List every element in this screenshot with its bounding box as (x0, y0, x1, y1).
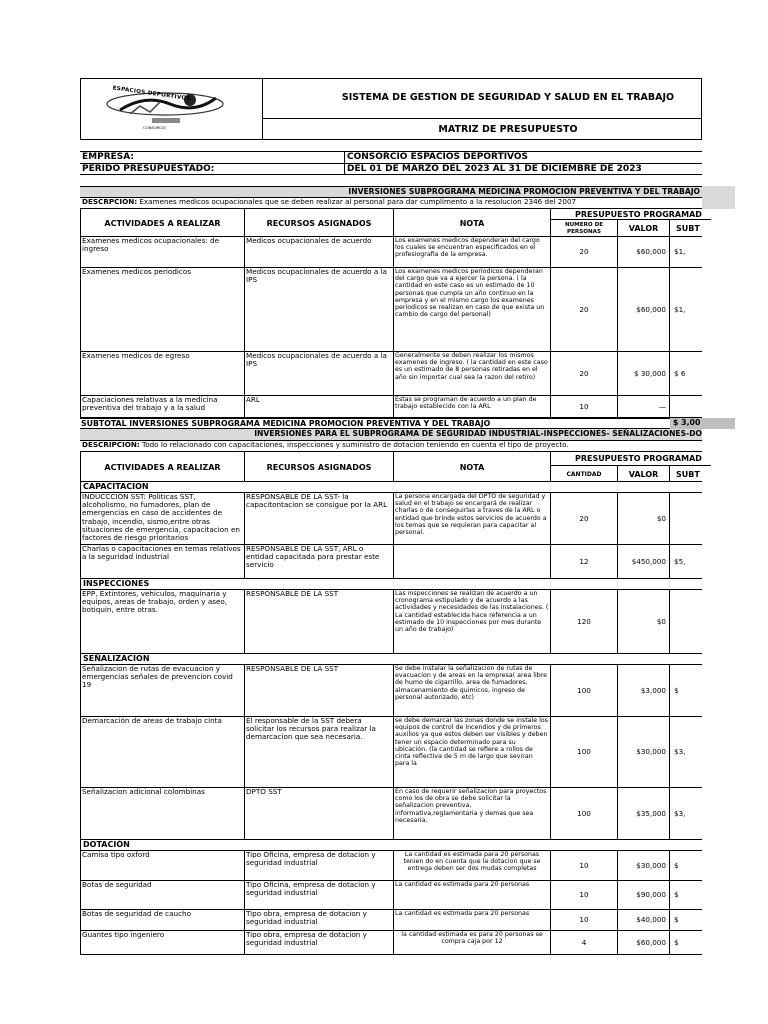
resource-cell: Medicos ocupacionales de acuerdo a la IPS (245, 268, 394, 352)
value-cell: $60,000 (618, 237, 670, 268)
activity-cell: Charlas o capacitaciones en temas relativos a la seguridad industrial (81, 545, 245, 579)
value-cell: $35,000 (618, 788, 670, 840)
subtotal-cell: $ (674, 685, 679, 695)
s1-header-actividades: ACTIVIDADES A REALIZAR (81, 209, 245, 237)
value-cell: $40,000 (618, 910, 670, 931)
quantity-cell: 100 (551, 665, 618, 717)
note-cell (394, 545, 551, 579)
value-cell: $30,000 (618, 851, 670, 881)
activity-cell: Botas de seguridad de caucho (81, 910, 245, 931)
quantity-cell: 10 (551, 910, 618, 931)
section2-desc-label: DESCRIPCION: (82, 440, 140, 449)
activity-cell: EPP, Extintores, vehiculos, maquinaria y equipos, areas de trabajo, orden y aseo, botiquin, entre otras. (81, 590, 245, 654)
group-label: CAPACITACION (80, 482, 702, 493)
s1-header-nota: NOTA (394, 209, 551, 237)
activity-cell: Camisa tipo oxford (81, 851, 245, 881)
quantity-cell: 100 (551, 788, 618, 840)
s2-header-nota: NOTA (394, 452, 551, 482)
quantity-cell: 20 (551, 493, 618, 545)
resource-cell: Medicos ocupacionales de acuerdo (245, 237, 394, 268)
logo-text: ESPACIOS DEPORTIVOS (112, 85, 191, 103)
subtotal-cell (670, 493, 702, 545)
section1-subtotal-value: $ 3,00 (670, 418, 735, 429)
note-cell: Los examenes medicos periodicos dependeran del cargo que va a ejercer la persona. ( la cantidad en este caso es un estimado de 10 personas que cumpla un año continuo en la empresa y en el mismo cargo los examenes periodicos se realizan en caso de que exista un cambio de cargo del personal) (394, 268, 551, 352)
quantity-cell: 20 (551, 268, 618, 352)
s2-header-subtotal: SUBT (676, 469, 700, 479)
section1-subtotal-label: SUBTOTAL INVERSIONES SUBPROGRAMA MEDICINA PROMOCION PREVENTIVA Y DEL TRABAJO (81, 419, 491, 428)
section2-desc-text: Todo lo relacionado con capacitaciones, inspecciones y suministro de dotacion teniendo en cuenta el tipo de proyecto. (139, 440, 569, 449)
subtotal-cell: $ (674, 937, 679, 947)
s1-header-subtotal: SUBT (676, 224, 700, 233)
quantity-cell: 10 (551, 881, 618, 910)
note-cell: Los examenes medicos dependeran del cargo los cuales se encuentran especificados en el profesiografia de la empresa. (394, 237, 551, 268)
group-label: SEÑALIZACION (80, 654, 702, 665)
quantity-cell: 120 (551, 590, 618, 654)
subtotal-cell: $3, (674, 808, 686, 818)
group-label: DOTACIÓN (80, 840, 702, 851)
note-cell: La cantidad es estimada para 20 personas (394, 910, 551, 931)
value-cell: $3,000 (618, 665, 670, 717)
note-cell: Se debe instalar la señalizacion de rutas de evacuacion y de areas en la empresa( area libre de humo de cigarrillo, area de fumadores, almacenamiento de quimicos, ingreso de personal autorizado, etc) (394, 665, 551, 717)
subtotal-cell: $ (674, 890, 679, 900)
value-cell: — (618, 396, 670, 418)
activity-cell: Señalizacion adicional colombinas (81, 788, 245, 840)
value-cell: $ 30,000 (618, 352, 670, 396)
resource-cell: Tipo Oficina, empresa de dotacion y seguridad industrial (245, 851, 394, 881)
note-cell: La cantidad es estimada para 20 personas tenien do en cuenta que la dotacion que se entrega deben ser dos mudas completas (394, 851, 551, 881)
activity-cell: INDUCCCION SST: Politicas SST, alcoholismo, no fumadores, plan de emergencias en caso de accidentes de trabajo, incendio, sismo,entre otras situaciones de emergencia, capacitacion en factores de riesgo prioritarios (81, 493, 245, 545)
quantity-cell: 10 (551, 396, 618, 418)
activity-cell: Demarcación de areas de trabajo cinta (81, 717, 245, 788)
activity-cell: Examenes medicos ocupacionales: de ingreso (81, 237, 245, 268)
company-info-divider (344, 151, 345, 175)
group-label: INSPECCIONES (80, 579, 702, 590)
quantity-cell: 20 (551, 237, 618, 268)
resource-cell: RESPONSABLE DE LA SST, ARL o entidad capacitada para prestar este servicio (245, 545, 394, 579)
subtotal-cell: $3, (674, 747, 686, 757)
resource-cell: Tipo obra, empresa de dotacion y seguridad industrial (245, 931, 394, 955)
value-cell: $60,000 (618, 931, 670, 955)
note-cell: La persona encargada del DPTO de seguridad y salud en el trabajo se encargará de realizar charlas o de conseguirlas a traves de la ARL o entidad que brinde estos servicios de acuerdo a los temas que se requieran para capacitar al personal. (394, 493, 551, 545)
subtotal-cell (670, 590, 702, 654)
s1-header-presupuesto: PRESUPUESTO PROGRAMAD (551, 209, 711, 220)
subtotal-cell: $ (674, 860, 679, 870)
value-cell: $450,000 (618, 545, 670, 579)
resource-cell: ARL (245, 396, 394, 418)
empresa-value: CONSORCIO ESPACIOS DEPORTIVOS (347, 152, 528, 162)
activity-cell: Señalizacion de rutas de evacuacion y emergencias señales de prevencion covid 19 (81, 665, 245, 717)
quantity-cell: 100 (551, 717, 618, 788)
page-title: SISTEMA DE GESTION DE SEGURIDAD Y SALUD EN EL TRABAJO (341, 92, 675, 103)
quantity-cell: 10 (551, 851, 618, 881)
section1-title (80, 186, 735, 197)
note-cell: la cantidad estimada es para 20 personas se compra caja por 12 (394, 931, 551, 955)
value-cell: $90,000 (618, 881, 670, 910)
s2-header-valor: VALOR (618, 466, 670, 482)
s2-header-actividades: ACTIVIDADES A REALIZAR (81, 452, 245, 482)
quantity-cell: 12 (551, 545, 618, 579)
resource-cell: DPTO SST (245, 788, 394, 840)
note-cell: Estas se programan de acuerdo a un plan de trabajo establecido con la ARL (394, 396, 551, 418)
resource-cell: RESPONSABLE DE LA SST (245, 590, 394, 654)
resource-cell: El responsable de la SST debera solicitar los recursos para realizar la demarcacion que sea necesaria. (245, 717, 394, 788)
subtotal-cell: $1, (674, 304, 686, 314)
section1-desc-label: DESCRPCIÓN: (82, 197, 138, 206)
s2-header-cantidad: CANTIDAD (551, 466, 618, 482)
quantity-cell: 4 (551, 931, 618, 955)
note-cell: En caso de requerir señalizacion para proyectos como los de obra se debe solicitar la señalizacion preventiva, informativa,reglamentaria y demas que sea necesaria. (394, 788, 551, 840)
subtotal-cell (670, 396, 702, 418)
resource-cell: RESPONSABLE DE LA SST- la capacitontacion se consigue por la ARL (245, 493, 394, 545)
activity-cell: Guantes tipo ingeniero (81, 931, 245, 955)
s2-header-recursos: RECURSOS ASIGNADOS (245, 452, 394, 482)
activity-cell: Botas de seguridad (81, 881, 245, 910)
subtotal-cell: $ (674, 915, 679, 925)
value-cell: $30,000 (618, 717, 670, 788)
section1-title-gray-ext (702, 186, 735, 209)
activity-cell: Examenes medicos periodicos (81, 268, 245, 352)
section1-subtotal-row (80, 418, 702, 429)
resource-cell: Tipo Oficina, empresa de dotacion y seguridad industrial (245, 881, 394, 910)
periodo-value: DEL 01 DE MARZO DEL 2023 AL 31 DE DICIEMBRE DE 2023 (347, 164, 642, 174)
resource-cell: RESPONSABLE DE LA SST (245, 665, 394, 717)
section2-description (80, 440, 702, 452)
section1-description (80, 197, 702, 209)
note-cell: Las inspecciones se realizan de acuerdo a un cronograma estipulado y de acuerdo a las actividades y necesidades de las instalaciones. ( La cantidad establecida hace referencia a un estimado de 10 inspecciones por mes durante un año de trabajo) (394, 590, 551, 654)
empresa-label: EMPRESA: (82, 152, 134, 162)
s1-header-valor: VALOR (618, 220, 670, 237)
quantity-cell: 20 (551, 352, 618, 396)
subtotal-cell: $ 6 (674, 368, 686, 378)
value-cell: $0 (618, 590, 670, 654)
section1-desc-text: Examenes medicos ocupacionales que se deben realizar al personal para dar cumplimento a la resolucion 2346 del 2007 (137, 197, 577, 206)
resource-cell: Medicos ocupacionales de acuerdo a la IPS (245, 352, 394, 396)
section2-title (80, 429, 702, 440)
logo-subtext: CONSORCIO (143, 125, 167, 130)
subtotal-cell: $5, (674, 556, 686, 566)
activity-cell: Capaciaciones relativas a la medicina preventiva del trabajo y a la salud (81, 396, 245, 418)
subtotal-cell: $1, (674, 247, 686, 257)
periodo-label: PERIDO PRESUPUESTADO: (82, 164, 215, 174)
s1-header-cantidad: NUMERO DE PERSONAS (551, 220, 618, 237)
note-cell: Generalmente se deben realizar los mismos examenes de ingreso. ( la cantidad en este caso es un estimado de 8 personas retiradas en el año sin importar cual sea la razon del retiro) (394, 352, 551, 396)
activity-cell: Examenes medicos de egreso (81, 352, 245, 396)
s2-header-presupuesto: PRESUPUESTO PROGRAMAD (551, 452, 711, 466)
note-cell: se debe demarcar las zonas donde se instale los equipos de control de incendios y de primeros auxilios ya que estos deben ser visibles y deben tener un espacio determinado para su ubicación. (la cantidad se refiere a rollos de cinta reflectiva de 5 m de largo que seviran para la (394, 717, 551, 788)
page-subtitle: MATRIZ DE PRESUPUESTO (438, 124, 578, 135)
value-cell: $60,000 (618, 268, 670, 352)
section1-title-text: INVERSIONES SUBPROGRAMA MEDICINA PROMOCION PREVENTIVA Y DEL TRABAJO (348, 187, 700, 196)
section2-title-text: INVERSIONES PARA EL SUBPROGRAMA DE SEGURIDAD INDUSTRIAL-INSPECCIONES- SEÑALIZACIONES-DO (254, 429, 702, 438)
value-cell: $0 (618, 493, 670, 545)
s1-header-recursos: RECURSOS ASIGNADOS (245, 209, 394, 237)
note-cell: La cantidad es estimada para 20 personas (394, 881, 551, 910)
resource-cell: Tipo obra, empresa de dotacion y seguridad industrial (245, 910, 394, 931)
header-title-divider (262, 118, 702, 119)
